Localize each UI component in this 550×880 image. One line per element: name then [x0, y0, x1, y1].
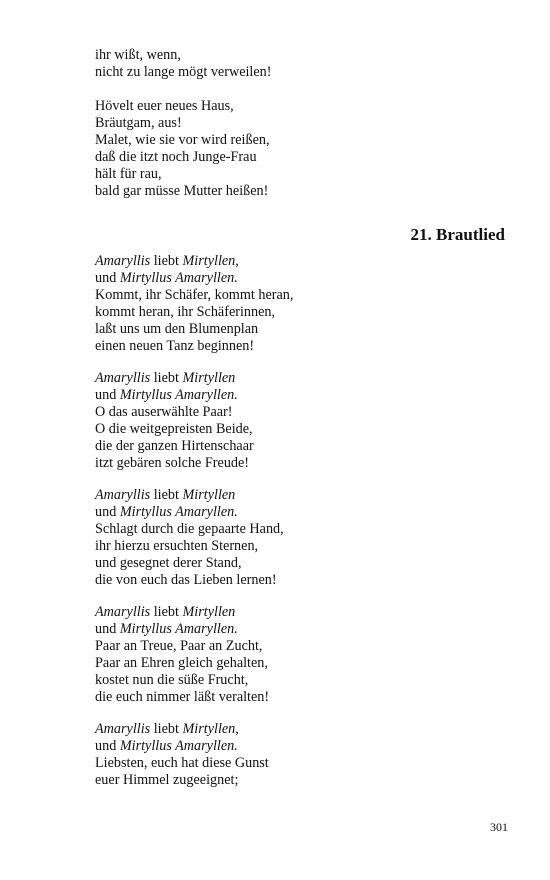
verse-line: Bräutgam, aus!: [95, 115, 182, 132]
verse-line: [95, 321, 505, 338]
stanza: [95, 604, 505, 706]
verse-text: und: [95, 387, 120, 404]
verse-text: liebt: [150, 253, 183, 269]
verse-line: [95, 387, 505, 404]
verse-text: die euch nimmer läßt veralten!: [95, 689, 270, 706]
verse-line: [95, 304, 505, 321]
italic-name-text: Mirtyllen: [182, 604, 236, 620]
verse-line: Malet, wie sie vor wird reißen,: [95, 132, 270, 149]
verse-line: [95, 755, 505, 772]
verse-text: kommt heran, ihr Schäferinnen,: [95, 304, 276, 321]
verse-text: und: [95, 504, 120, 521]
italic-name-text: Mirtyllen,: [182, 253, 239, 269]
verse-line: [95, 438, 505, 455]
poem-title: 21. Brautlied: [410, 225, 505, 244]
verse-text: liebt: [150, 721, 183, 737]
verse-line: hält für rau,: [95, 166, 162, 183]
italic-name-text: Mirtyllen: [182, 370, 236, 386]
verse-text: liebt: [150, 370, 183, 386]
page-number: 301: [490, 820, 508, 834]
verse-line: [95, 721, 505, 738]
verse-line: [95, 287, 505, 304]
verse-line: [95, 655, 505, 672]
stanza: [95, 253, 505, 355]
italic-name-text: Amaryllis: [95, 604, 151, 620]
verse-text: kostet nun die süße Frucht,: [95, 672, 249, 689]
verse-line: [95, 538, 505, 555]
verse-text: und: [95, 270, 120, 287]
verse-line: [95, 772, 505, 789]
stanza: [95, 721, 505, 789]
stanza: [95, 487, 505, 589]
verse-line: [95, 504, 505, 521]
verse-text: die von euch das Lieben lernen!: [95, 572, 277, 589]
verse-text: laßt uns um den Blumenplan: [95, 321, 259, 338]
verse-text: und: [95, 621, 120, 638]
italic-name-text: Amaryllis: [95, 487, 151, 503]
verse-text: euer Himmel zugeeignet;: [95, 772, 239, 789]
verse-line: [95, 689, 505, 706]
verse-line: [95, 621, 505, 638]
verse-line: [95, 638, 505, 655]
verse-text: und gesegnet derer Stand,: [95, 555, 242, 572]
verse-text: Schlagt durch die gepaarte Hand,: [95, 521, 284, 538]
italic-name-text: Mirtyllus Amaryllen.: [119, 270, 238, 287]
verse-line: [95, 604, 505, 621]
verse-line: [95, 572, 505, 589]
verse-line: [95, 738, 505, 755]
italic-name-text: Mirtyllen: [182, 487, 236, 503]
verse-text: einen neuen Tanz beginnen!: [95, 338, 255, 355]
verse-text: und: [95, 738, 120, 755]
verse-text: liebt: [150, 604, 183, 620]
italic-name-text: Mirtyllus Amaryllen.: [119, 621, 238, 638]
italic-name-text: Mirtyllus Amaryllen.: [119, 738, 238, 755]
italic-name-text: Mirtyllus Amaryllen.: [119, 504, 238, 521]
italic-name-text: Mirtyllen,: [182, 721, 239, 737]
verse-line: [95, 404, 505, 421]
verse-text: Paar an Treue, Paar an Zucht,: [95, 638, 263, 655]
verse-text: ihr hierzu ersuchten Sternen,: [95, 538, 259, 555]
verse-line: nicht zu lange mögt verweilen!: [95, 64, 272, 81]
verse-line: [95, 555, 505, 572]
verse-line: [95, 421, 505, 438]
verse-line: [95, 370, 505, 387]
stanza: [95, 370, 505, 472]
prelude-lines: [95, 47, 505, 81]
italic-name-text: Amaryllis: [95, 721, 151, 737]
verse-line: [95, 253, 505, 270]
verse-text: Kommt, ihr Schäfer, kommt heran,: [95, 287, 294, 304]
verse-line: daß die itzt noch Junge-Frau: [95, 149, 257, 166]
verse-line: Hövelt euer neues Haus,: [95, 98, 234, 114]
verse-line: [95, 521, 505, 538]
verse-text: itzt gebären solche Freude!: [95, 455, 250, 472]
stanza-before-title: [95, 98, 505, 200]
italic-name-text: Mirtyllus Amaryllen.: [119, 387, 238, 404]
verse-text: O die weitgepreisten Beide,: [95, 421, 253, 438]
italic-name-text: Amaryllis: [95, 253, 151, 269]
verse-text: Paar an Ehren gleich gehalten,: [95, 655, 268, 672]
verse-line: [95, 672, 505, 689]
verse-text: Liebsten, euch hat diese Gunst: [95, 755, 269, 772]
verse-text: die der ganzen Hirtenschaar: [95, 438, 254, 455]
verse-text: O das auserwählte Paar!: [95, 404, 233, 421]
verse-line: [95, 455, 505, 472]
verse-line: [95, 487, 505, 504]
italic-name-text: Amaryllis: [95, 370, 151, 386]
verse-text: liebt: [150, 487, 183, 503]
verse-line: bald gar müsse Mutter heißen!: [95, 183, 269, 200]
verse-line: [95, 338, 505, 355]
verse-line: [95, 270, 505, 287]
verse-line: ihr wißt, wenn,: [95, 47, 181, 63]
